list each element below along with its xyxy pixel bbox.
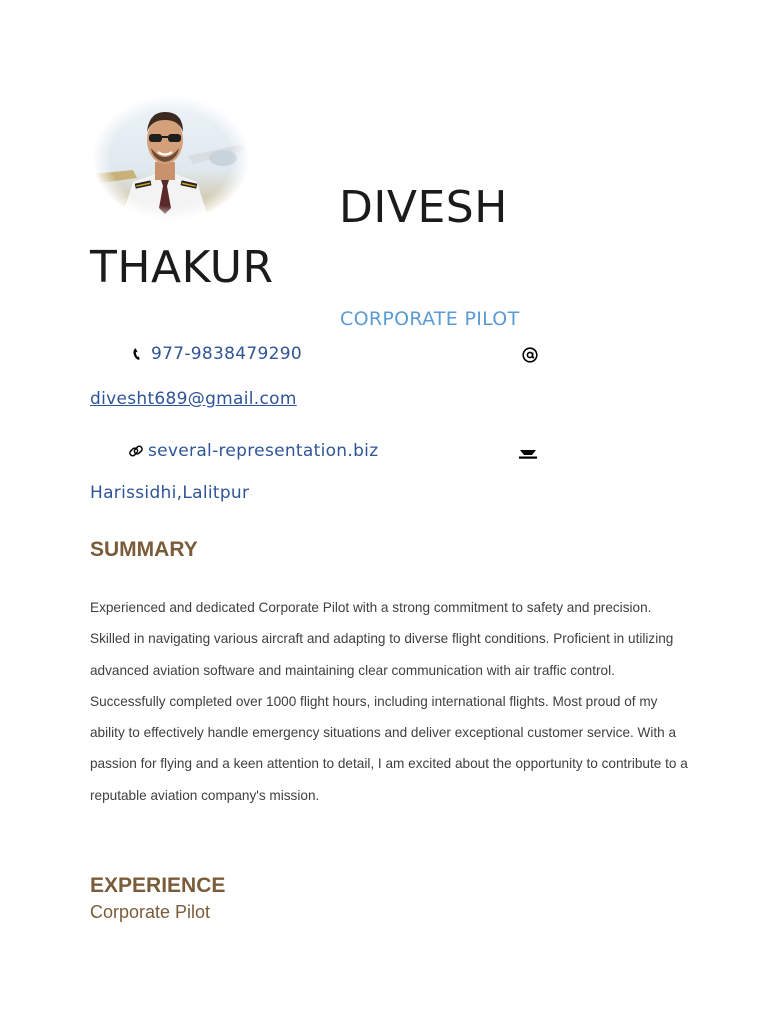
job-title: CORPORATE PILOT	[340, 308, 520, 330]
experience-job-title: Corporate Pilot	[90, 902, 211, 922]
website-link[interactable]: several-representation.biz	[148, 441, 379, 461]
summary-text: Experienced and dedicated Corporate Pilot with a strong commitment to safety and precision. Skilled in navigating various aircraft and adapting to diverse flight conditions. Proficient in utilizing advanced aviation software and maintaining clear communication with air traffic control. Successfully completed over 1000 flight hours, including international flights. Most proud of my ability to effectively handle emergency situations and deliver exceptional customer service. With a passion for flying and a keen attention to detail, I am excited about the opportunity to contribute to a reputable aviation company's mission.	[90, 600, 688, 803]
address: Harissidhi,Lalitpur	[90, 483, 250, 503]
link-icon	[128, 443, 144, 459]
email-icon	[521, 346, 539, 364]
address-icon	[518, 445, 538, 459]
phone-number[interactable]: 977-9838479290	[151, 344, 302, 364]
summary-heading: SUMMARY	[90, 538, 198, 561]
last-name: THAKUR	[90, 242, 274, 293]
profile-photo	[93, 96, 249, 220]
phone-icon	[130, 346, 144, 362]
first-name: DIVESH	[339, 182, 508, 233]
email-link[interactable]: divesht689@gmail.com	[90, 389, 297, 409]
experience-heading: EXPERIENCE	[90, 874, 226, 897]
